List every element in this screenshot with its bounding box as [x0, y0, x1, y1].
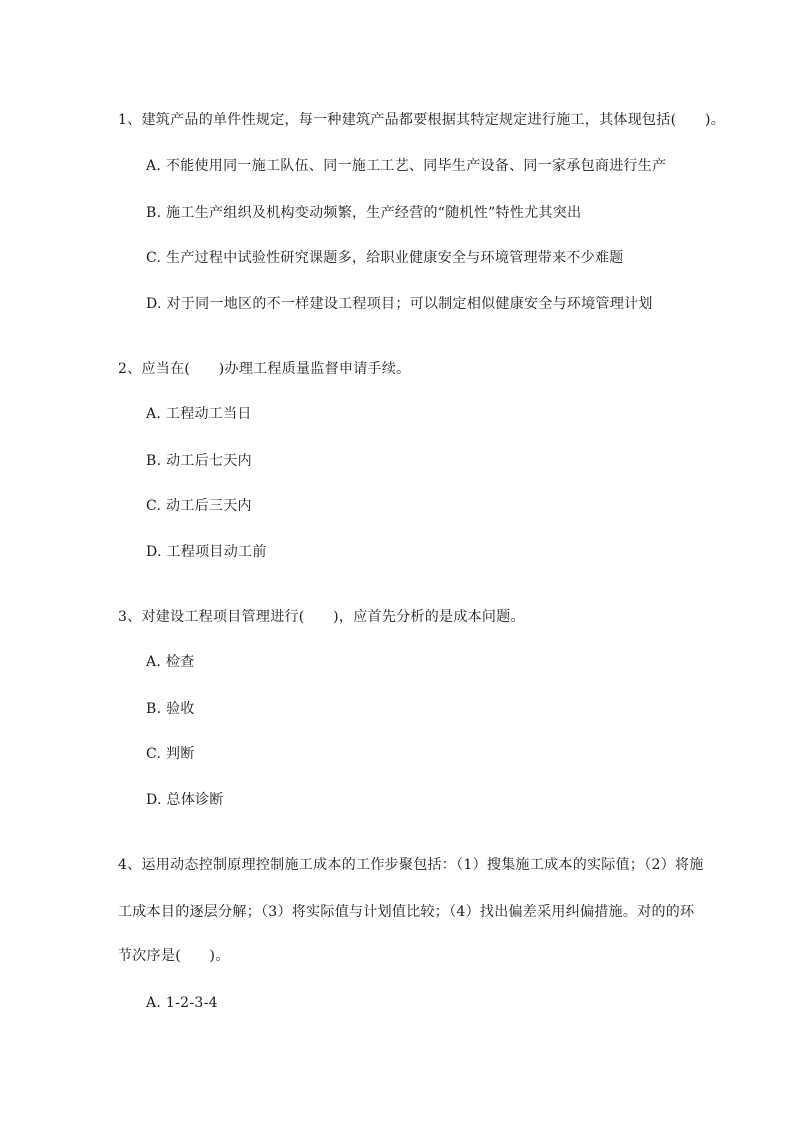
question-4-option-a: A. 1-2-3-4: [146, 995, 218, 1011]
question-4-text-line-3: 节次序是( )。: [118, 948, 230, 964]
question-3-option-a: A. 检查: [146, 654, 195, 670]
question-4-text-line-1: 4、运用动态控制原理控制施工成本的工作步聚包括：（1）搜集施工成本的实际值；（2）将施: [118, 857, 704, 873]
question-3-option-c: C. 判断: [146, 746, 195, 762]
question-3-option-d: D. 总体诊断: [146, 792, 224, 808]
question-2-option-a: A. 工程动工当日: [146, 406, 252, 422]
question-2-option-c: C. 动工后三天内: [146, 498, 252, 514]
question-1-option-b: B. 施工生产组织及机构变动频繁，生产经营的“随机性”特性尤其突出: [146, 205, 582, 221]
question-1-option-d: D. 对于同一地区的不一样建设工程项目；可以制定相似健康安全与环境管理计划: [146, 296, 653, 312]
question-4-text-line-2: 工成本目的逐层分解；（3）将实际值与计划值比较；（4）找出偏差采用纠偏措施。对的的环: [118, 904, 695, 920]
question-1-text: 1、建筑产品的单件性规定，每一种建筑产品都要根据其特定规定进行施工，其体现包括( )。: [118, 112, 726, 128]
question-2-option-d: D. 工程项目动工前: [146, 544, 267, 560]
question-2-option-b: B. 动工后七天内: [146, 453, 252, 469]
question-3-option-b: B. 验收: [146, 701, 195, 717]
question-2-text: 2、应当在( )办理工程质量监督申请手续。: [118, 361, 411, 377]
question-1-option-c: C. 生产过程中试验性研究课题多，给职业健康安全与环境管理带来不少难题: [146, 250, 624, 266]
question-3-text: 3、对建设工程项目管理进行( )，应首先分析的是成本问题。: [118, 609, 525, 625]
question-1-option-a: A. 不能使用同一施工队伍、同一施工工艺、同毕生产设备、同一家承包商进行生产: [146, 158, 667, 174]
